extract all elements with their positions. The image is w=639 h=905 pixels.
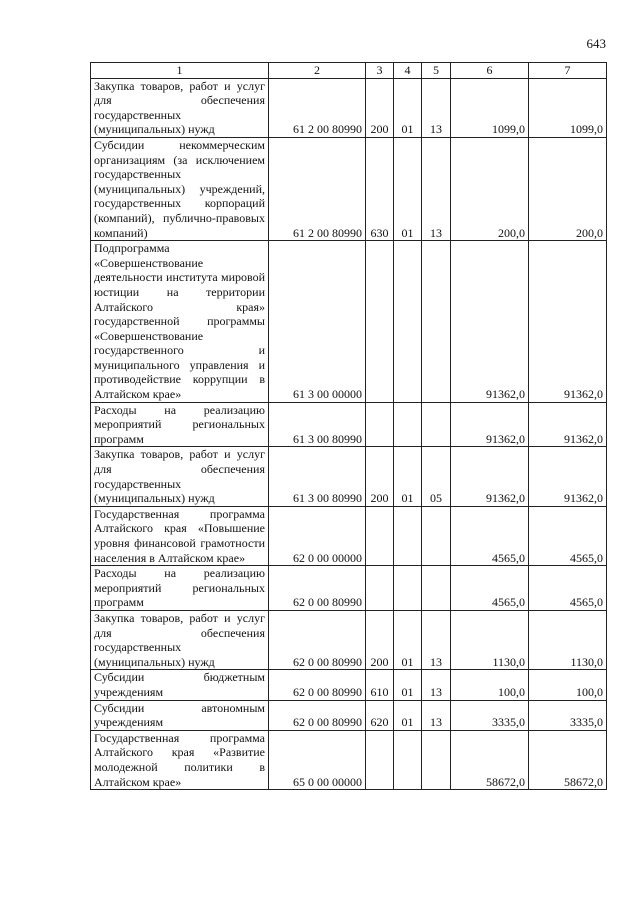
subsection-cell bbox=[422, 730, 451, 789]
table-row bbox=[91, 447, 607, 506]
amount-cell: 91362,0 bbox=[529, 447, 607, 506]
amount-cell: 3335,0 bbox=[451, 700, 529, 730]
amount-cell: 91362,0 bbox=[529, 241, 607, 403]
target-article-code-cell: 62 0 00 80990 bbox=[269, 610, 366, 669]
column-header-1: 1 bbox=[91, 63, 269, 79]
expense-name-cell: Государственная программа Алтайского края «Развитие молодежной политики в Алтайском крае» bbox=[91, 730, 269, 789]
subsection-cell bbox=[422, 402, 451, 447]
expense-type-cell: 630 bbox=[366, 137, 394, 240]
section-cell: 01 bbox=[394, 447, 422, 506]
column-header-4: 4 bbox=[394, 63, 422, 79]
table-row bbox=[91, 137, 607, 240]
target-article-code-cell: 62 0 00 80990 bbox=[269, 566, 366, 611]
subsection-cell: 13 bbox=[422, 610, 451, 669]
table-row bbox=[91, 241, 607, 403]
subsection-cell: 13 bbox=[422, 670, 451, 700]
section-cell bbox=[394, 730, 422, 789]
target-article-code-cell: 61 3 00 80990 bbox=[269, 402, 366, 447]
table-row bbox=[91, 566, 607, 611]
expense-name-cell: Субсидии автономным учреждениям bbox=[91, 700, 269, 730]
section-cell bbox=[394, 241, 422, 403]
budget-table bbox=[90, 62, 607, 790]
target-article-code-cell: 62 0 00 80990 bbox=[269, 670, 366, 700]
section-cell bbox=[394, 402, 422, 447]
subsection-cell: 13 bbox=[422, 700, 451, 730]
table-body bbox=[91, 63, 607, 790]
page-number: 643 bbox=[586, 36, 606, 51]
target-article-code-cell: 61 2 00 80990 bbox=[269, 137, 366, 240]
amount-cell: 1130,0 bbox=[529, 610, 607, 669]
table-row bbox=[91, 700, 607, 730]
subsection-cell bbox=[422, 241, 451, 403]
amount-cell: 1130,0 bbox=[451, 610, 529, 669]
expense-type-cell bbox=[366, 566, 394, 611]
amount-cell: 100,0 bbox=[529, 670, 607, 700]
table-row bbox=[91, 506, 607, 565]
expense-type-cell bbox=[366, 506, 394, 565]
table-row bbox=[91, 610, 607, 669]
column-header-7: 7 bbox=[529, 63, 607, 79]
section-cell bbox=[394, 566, 422, 611]
expense-name-cell: Государственная программа Алтайского края «Повышение уровня финансовой грамотности населения в Алтайском крае» bbox=[91, 506, 269, 565]
amount-cell: 91362,0 bbox=[529, 402, 607, 447]
amount-cell: 4565,0 bbox=[529, 506, 607, 565]
section-cell: 01 bbox=[394, 610, 422, 669]
expense-type-cell bbox=[366, 402, 394, 447]
subsection-cell bbox=[422, 566, 451, 611]
expense-name-cell: Закупка товаров, работ и услуг для обеспечения государственных (муниципальных) нужд bbox=[91, 78, 269, 137]
table-row bbox=[91, 670, 607, 700]
table-row bbox=[91, 402, 607, 447]
table-row bbox=[91, 78, 607, 137]
expense-name-cell: Субсидии некоммерческим организациям (за исключением государственных (муниципальных) учреждений, государственных корпораций (компаний), публично-правовых компаний) bbox=[91, 137, 269, 240]
amount-cell: 91362,0 bbox=[451, 402, 529, 447]
column-header-5: 5 bbox=[422, 63, 451, 79]
amount-cell: 200,0 bbox=[529, 137, 607, 240]
amount-cell: 58672,0 bbox=[529, 730, 607, 789]
amount-cell: 100,0 bbox=[451, 670, 529, 700]
section-cell: 01 bbox=[394, 137, 422, 240]
expense-name-cell: Расходы на реализацию мероприятий региональных программ bbox=[91, 566, 269, 611]
expense-name-cell: Расходы на реализацию мероприятий региональных программ bbox=[91, 402, 269, 447]
target-article-code-cell: 61 3 00 00000 bbox=[269, 241, 366, 403]
column-header-6: 6 bbox=[451, 63, 529, 79]
expense-type-cell: 200 bbox=[366, 447, 394, 506]
target-article-code-cell: 62 0 00 80990 bbox=[269, 700, 366, 730]
amount-cell: 200,0 bbox=[451, 137, 529, 240]
amount-cell: 4565,0 bbox=[529, 566, 607, 611]
amount-cell: 4565,0 bbox=[451, 566, 529, 611]
column-header-2: 2 bbox=[269, 63, 366, 79]
subsection-cell: 13 bbox=[422, 137, 451, 240]
section-cell: 01 bbox=[394, 670, 422, 700]
table-row bbox=[91, 730, 607, 789]
amount-cell: 3335,0 bbox=[529, 700, 607, 730]
amount-cell: 4565,0 bbox=[451, 506, 529, 565]
amount-cell: 1099,0 bbox=[529, 78, 607, 137]
expense-type-cell: 200 bbox=[366, 610, 394, 669]
expense-name-cell: Субсидии бюджетным учреждениям bbox=[91, 670, 269, 700]
expense-type-cell: 200 bbox=[366, 78, 394, 137]
column-header-3: 3 bbox=[366, 63, 394, 79]
expense-type-cell: 610 bbox=[366, 670, 394, 700]
subsection-cell: 05 bbox=[422, 447, 451, 506]
subsection-cell bbox=[422, 506, 451, 565]
expense-type-cell bbox=[366, 730, 394, 789]
expense-name-cell: Закупка товаров, работ и услуг для обеспечения государственных (муниципальных) нужд bbox=[91, 447, 269, 506]
table-header-row bbox=[91, 63, 607, 79]
amount-cell: 1099,0 bbox=[451, 78, 529, 137]
amount-cell: 91362,0 bbox=[451, 447, 529, 506]
expense-type-cell bbox=[366, 241, 394, 403]
amount-cell: 91362,0 bbox=[451, 241, 529, 403]
subsection-cell: 13 bbox=[422, 78, 451, 137]
section-cell bbox=[394, 506, 422, 565]
section-cell: 01 bbox=[394, 78, 422, 137]
target-article-code-cell: 61 3 00 80990 bbox=[269, 447, 366, 506]
expense-name-cell: Подпрограмма «Совершенствование деятельности института мировой юстиции на территории Алтайского края» государственной программы «Совершенствование государственного и муниципального управления и противодействие коррупции в Алтайском крае» bbox=[91, 241, 269, 403]
target-article-code-cell: 61 2 00 80990 bbox=[269, 78, 366, 137]
amount-cell: 58672,0 bbox=[451, 730, 529, 789]
section-cell: 01 bbox=[394, 700, 422, 730]
target-article-code-cell: 65 0 00 00000 bbox=[269, 730, 366, 789]
expense-name-cell: Закупка товаров, работ и услуг для обеспечения государственных (муниципальных) нужд bbox=[91, 610, 269, 669]
target-article-code-cell: 62 0 00 00000 bbox=[269, 506, 366, 565]
expense-type-cell: 620 bbox=[366, 700, 394, 730]
